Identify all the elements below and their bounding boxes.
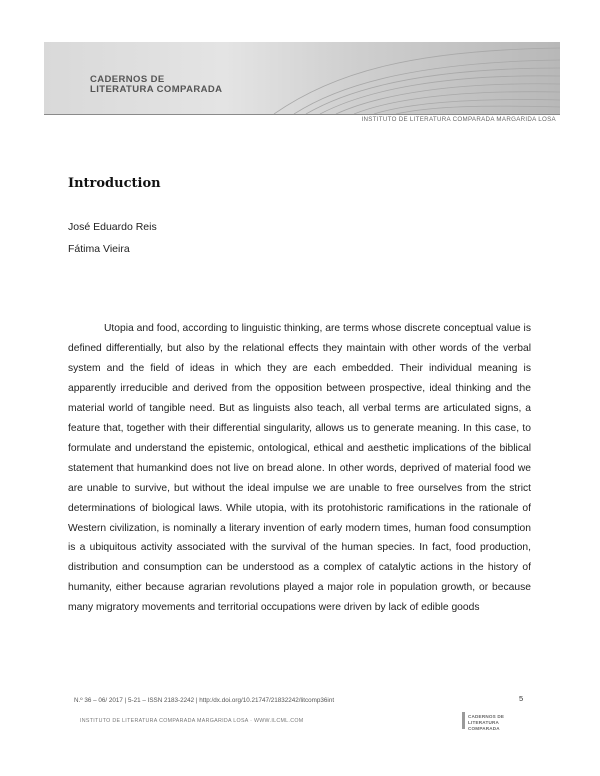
article-title: Introduction: [68, 176, 161, 191]
footer-institute: INSTITUTO DE LITERATURA COMPARADA MARGARIDA LOSA · WWW.ILCML.COM: [80, 718, 304, 724]
header-rule: [44, 114, 560, 115]
journal-title: CADERNOS DE LITERATURA COMPARADA: [90, 74, 223, 95]
author-name: José Eduardo Reis: [68, 221, 157, 233]
article-body-paragraph: Utopia and food, according to linguistic thinking, are terms whose discrete conceptual value is defined differentially, but also by the relational effects they maintain with other words of the verbal system and the field of ideas in which they are each embedded. Their individual meaning is apparently irreducible and derived from the opposition between prospective, ideal thinking and the material world of tangible need. But as linguists also teach, all verbal terms are articulated signs, a feature that, together with their differential singularity, allows us to generate meaning. In this case, to formulate and understand the epistemic, ontological, ethical and aesthetic implications of the biblical statement that humankind does not live on bread alone. In other words, deprived of material food we are unable to survive, but without the ideal impulse we are unable to free ourselves from the strict determinations of biological laws. While utopia, with its protohistoric ramifications in the rationale of Western civilization, is nominally a literary invention of early modern times, human food consumption is a ubiquitous activity associated with the survival of the human species. In fact, food production, distribution and consumption can be understood as a complex of catalytic actions in the history of humanity, either because agrarian revolutions played a major role in population growth, or because many migratory movements and territorial occupations were driven by lack of edible goods: [68, 323, 531, 614]
institute-header: INSTITUTO DE LITERATURA COMPARADA MARGARIDA LOSA: [361, 116, 556, 123]
logo-bar: [462, 712, 465, 729]
footer-citation: N.º 36 – 06/ 2017 | 5-21 – ISSN 2183-2242 | http:/dx.doi.org/10.21747/21832242/litcomp36int: [74, 697, 335, 704]
author-name: Fátima Vieira: [68, 243, 130, 255]
logo-text: CADERNOS DE LITERATURA COMPARADA: [468, 714, 505, 731]
page-number: 5: [519, 694, 524, 703]
footer-journal-logo: [462, 712, 530, 730]
header-banner: [44, 42, 560, 114]
